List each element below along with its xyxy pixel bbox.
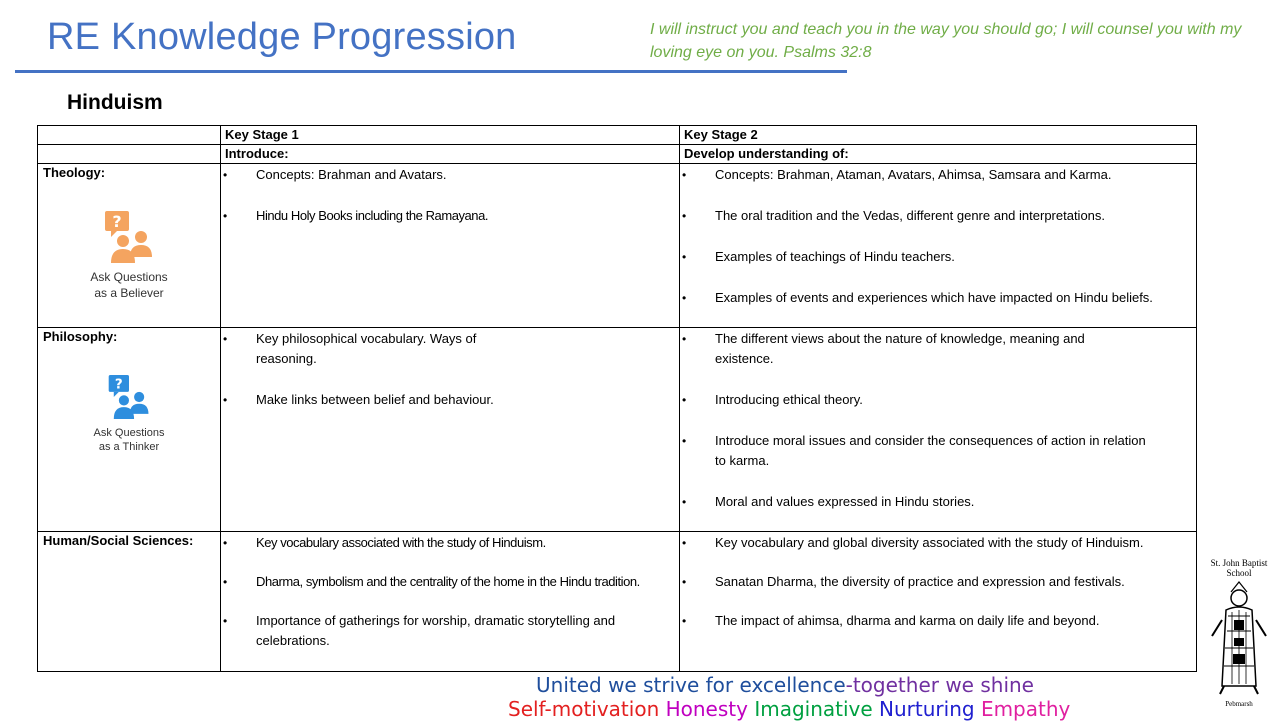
saint-figure-icon xyxy=(1198,576,1280,696)
ks1-list xyxy=(221,165,679,226)
school-motto xyxy=(536,673,1034,697)
ks2-list xyxy=(680,165,1196,308)
row-label-theology: Theology: xyxy=(43,165,106,180)
scripture-quote: I will instruct you and teach you in the way you should go; I will counsel you with my loving eye on you. Psalms 32:8 xyxy=(650,21,1242,61)
value-honesty: Honesty xyxy=(665,697,748,721)
ks2-cell xyxy=(680,328,1197,532)
ks1-cell xyxy=(221,328,680,532)
value-empathy: Empathy xyxy=(980,697,1071,721)
believer-caption-line2: as a Believer xyxy=(94,286,164,300)
list-item: • Concepts: Brahman, Ataman, Avatars, Ahimsa, Samsara and Karma. xyxy=(680,165,1196,185)
header-empty-cell xyxy=(38,126,221,145)
ask-questions-believer-icon xyxy=(103,209,155,265)
list-item: • The oral tradition and the Vedas, different genre and interpretations. xyxy=(680,206,1196,226)
ks2-cell xyxy=(680,164,1197,328)
list-item: • Key vocabulary and global diversity associated with the study of Hinduism. xyxy=(680,533,1196,553)
list-item: • Concepts: Brahman and Avatars. xyxy=(221,165,679,185)
believer-caption-line1: Ask Questions xyxy=(90,270,168,284)
row-label-cell xyxy=(38,164,221,328)
table-row-human-social-sciences xyxy=(38,532,1197,672)
motto-part-1: United we strive for excellence xyxy=(536,673,846,697)
ks1-list xyxy=(221,533,679,651)
header-ks2: Key Stage 2 xyxy=(684,127,758,142)
school-crest-logo xyxy=(1198,558,1280,720)
ask-questions-thinker-icon xyxy=(107,373,151,421)
ks1-cell xyxy=(221,532,680,672)
ks2-cell xyxy=(680,532,1197,672)
value-nurturing: Nurturing xyxy=(879,697,975,721)
ks2-list xyxy=(680,533,1196,631)
header-row xyxy=(38,126,1197,145)
list-item: • Sanatan Dharma, the diversity of practice and expression and festivals. xyxy=(680,572,1196,592)
row-label-cell xyxy=(38,328,221,532)
list-item: • The different views about the nature of knowledge, meaning and existence. xyxy=(680,329,1196,369)
subject-heading: Hinduism xyxy=(67,91,163,114)
header-ks2-cell xyxy=(680,126,1197,145)
subheader-row xyxy=(38,145,1197,164)
row-label-philosophy: Philosophy: xyxy=(43,329,118,344)
list-item: • Key vocabulary associated with the study of Hinduism. xyxy=(221,533,679,553)
subheader-ks1-cell xyxy=(221,145,680,164)
list-item: • Examples of events and experiences which have impacted on Hindu beliefs. xyxy=(680,288,1196,308)
list-item: • Introducing ethical theory. xyxy=(680,390,1196,410)
list-item: • Hindu Holy Books including the Ramayana. xyxy=(221,206,679,226)
header-ks1: Key Stage 1 xyxy=(225,127,299,142)
subheader-empty-cell xyxy=(38,145,221,164)
list-item: • Make links between belief and behaviour. xyxy=(221,390,679,410)
value-self-motivation: Self-motivation xyxy=(508,697,660,721)
crest-place-name: Pebmarsh xyxy=(1225,700,1253,708)
table-row-philosophy xyxy=(38,328,1197,532)
believer-icon-group xyxy=(38,209,220,301)
title-underline xyxy=(15,70,847,73)
ks1-list xyxy=(221,329,679,410)
crest-school-name: St. John Baptist School xyxy=(1210,558,1268,578)
svg-text:?: ? xyxy=(114,376,123,393)
subheader-ks1: Introduce: xyxy=(225,146,289,161)
list-item: • Key philosophical vocabulary. Ways of reasoning. xyxy=(221,329,679,369)
list-item: • Importance of gatherings for worship, dramatic storytelling and celebrations. xyxy=(221,611,679,651)
svg-text:?: ? xyxy=(112,212,122,231)
ks2-list xyxy=(680,329,1196,512)
thinker-caption-line2: as a Thinker xyxy=(98,441,160,453)
row-label-cell xyxy=(38,532,221,672)
value-imaginative: Imaginative xyxy=(754,697,873,721)
school-values xyxy=(508,697,1070,721)
list-item: • The impact of ahimsa, dharma and karma on daily life and beyond. xyxy=(680,611,1196,631)
list-item: • Dharma, symbolism and the centrality of the home in the Hindu tradition. xyxy=(221,572,679,592)
list-item: • Examples of teachings of Hindu teachers. xyxy=(680,247,1196,267)
table-row-theology xyxy=(38,164,1197,328)
motto-part-2: -together we shine xyxy=(845,673,1034,697)
list-item: • Moral and values expressed in Hindu stories. xyxy=(680,492,1196,512)
list-item: • Introduce moral issues and consider the consequences of action in relation to karma. xyxy=(680,431,1196,471)
subheader-ks2: Develop understanding of: xyxy=(684,146,849,161)
thinker-icon-group xyxy=(38,373,220,455)
thinker-caption-line1: Ask Questions xyxy=(93,427,165,439)
subheader-ks2-cell xyxy=(680,145,1197,164)
row-label-human-social-sciences: Human/Social Sciences: xyxy=(43,533,194,548)
ks1-cell xyxy=(221,164,680,328)
header-ks1-cell xyxy=(221,126,680,145)
progression-table xyxy=(37,125,1197,672)
page-title: RE Knowledge Progression xyxy=(47,16,517,58)
